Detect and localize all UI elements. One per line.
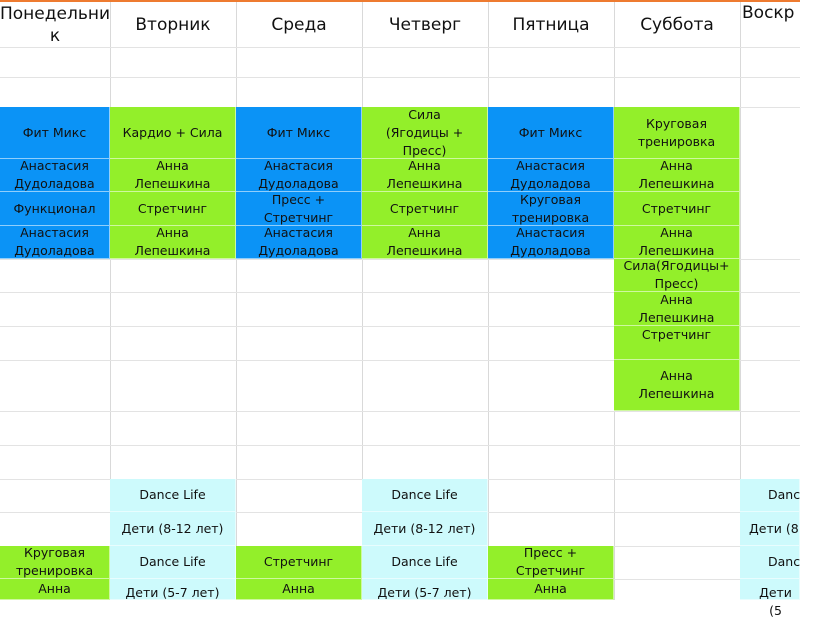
day-header-wednesday: Среда bbox=[271, 14, 327, 35]
class-cell: Danc bbox=[740, 546, 800, 579]
class-cell: Стретчинг bbox=[614, 192, 740, 226]
class-cell: Danc bbox=[740, 479, 800, 512]
class-cell: Dance Life bbox=[362, 546, 488, 579]
trainer-cell: Анна bbox=[0, 579, 110, 600]
trainer-cell: Анна Лепешкина bbox=[614, 226, 740, 259]
trainer-cell: Анна Лепешкина bbox=[110, 159, 236, 192]
class-cell: Фит Микс bbox=[0, 107, 110, 159]
group-cell: Дети (8-12 лет) bbox=[362, 512, 488, 546]
trainer-cell: Анна Лепешкина bbox=[614, 292, 740, 326]
group-cell: Дети (5-7 лет) bbox=[110, 579, 236, 600]
class-cell: Кардио + Сила bbox=[110, 107, 236, 159]
trainer-cell: Анна bbox=[236, 579, 362, 600]
trainer-cell: Анастасия Дудоладова bbox=[236, 226, 362, 259]
class-cell: Dance Life bbox=[110, 546, 236, 579]
trainer-cell: Анна Лепешкина bbox=[362, 226, 488, 259]
trainer-cell: Анастасия Дудоладова bbox=[0, 159, 110, 192]
class-cell: Стретчинг bbox=[614, 326, 740, 360]
class-cell: Круговая тренировка bbox=[0, 546, 110, 579]
class-cell: Сила(Ягодицы+ Пресс) bbox=[614, 259, 740, 292]
trainer-cell: Анастасия Дудоладова bbox=[488, 226, 614, 259]
class-cell: Стретчинг bbox=[362, 192, 488, 226]
schedule-table bbox=[0, 2, 801, 618]
trainer-cell: Анна Лепешкина bbox=[362, 159, 488, 192]
trainer-cell: Анастасия Дудоладова bbox=[236, 159, 362, 192]
trainer-cell: Анна Лепешкина bbox=[110, 226, 236, 259]
day-header-thursday: Четверг bbox=[388, 14, 462, 35]
grid-line bbox=[0, 77, 800, 78]
group-cell: Дети (5-7 лет) bbox=[362, 579, 488, 600]
class-cell: Dance Life bbox=[110, 479, 236, 512]
grid-line bbox=[0, 445, 800, 446]
grid-line bbox=[488, 2, 489, 600]
class-cell: Пресс + Стретчинг bbox=[488, 546, 614, 579]
group-cell: Дети (5 bbox=[740, 579, 800, 600]
class-cell: Фит Микс bbox=[236, 107, 362, 159]
class-cell: Функционал bbox=[0, 192, 110, 226]
trainer-cell: Анастасия Дудоладова bbox=[488, 159, 614, 192]
day-header-sunday: Воскр bbox=[742, 3, 795, 23]
trainer-cell: Анна bbox=[488, 579, 614, 600]
class-cell: Круговая тренировка bbox=[614, 107, 740, 159]
class-cell: Стретчинг bbox=[236, 546, 362, 579]
class-cell: Пресс + Стретчинг bbox=[236, 192, 362, 226]
day-header-tuesday: Вторник bbox=[135, 14, 211, 35]
class-cell: Dance Life bbox=[362, 479, 488, 512]
group-cell: Дети (8 bbox=[740, 512, 800, 546]
class-cell: Сила (Ягодицы + Пресс) bbox=[362, 107, 488, 159]
grid-line bbox=[0, 47, 800, 48]
class-cell: Круговая тренировка bbox=[488, 192, 614, 226]
grid-line bbox=[236, 2, 237, 600]
trainer-cell: Анастасия Дудоладова bbox=[0, 226, 110, 259]
day-header-saturday: Суббота bbox=[640, 14, 714, 35]
grid-line bbox=[0, 411, 800, 412]
trainer-cell: Анна Лепешкина bbox=[614, 360, 740, 411]
day-header-friday: Пятница bbox=[512, 14, 590, 35]
class-cell: Стретчинг bbox=[110, 192, 236, 226]
group-cell: Дети (8-12 лет) bbox=[110, 512, 236, 546]
day-header-monday: Понедельни к bbox=[0, 3, 111, 46]
class-cell: Фит Микс bbox=[488, 107, 614, 159]
trainer-cell: Анна Лепешкина bbox=[614, 159, 740, 192]
